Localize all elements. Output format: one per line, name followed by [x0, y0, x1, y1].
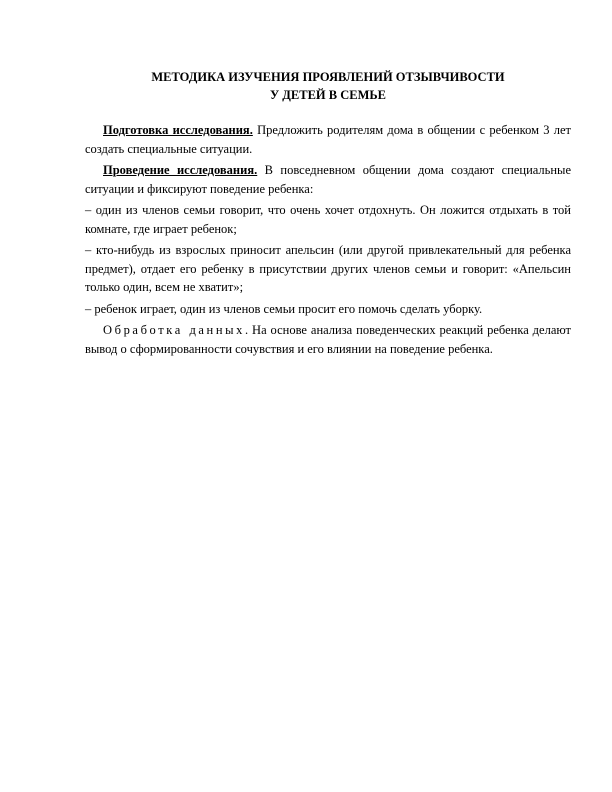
- conduct-paragraph: [85, 161, 571, 198]
- preparation-text: Предложить родителям дома в общении с ребенком 3 лет создать специальные ситуации.: [85, 123, 571, 156]
- preparation-label: Подготовка исследования.: [103, 123, 253, 137]
- preparation-paragraph: [85, 121, 571, 158]
- title-line-2: У ДЕТЕЙ В СЕМЬЕ: [270, 88, 386, 102]
- processing-label: Обработка данных: [103, 323, 245, 337]
- situation-item: – один из членов семьи говорит, что очень хочет отдохнуть. Он ложится отдыхать в той комнате, где играет ребенок;: [85, 203, 571, 236]
- document-title: [85, 68, 571, 104]
- conduct-text: В повседневном общении дома создают специальные ситуации и фиксируют поведение ребенка:: [85, 163, 571, 196]
- situation-item: – кто-нибудь из взрослых приносит апельсин (или другой привлекательный для ребенка предмет), отдает его ребенку в присутствии других членов семьи и говорит: «Апельсин только один, всем не хватит»;: [85, 243, 571, 294]
- processing-paragraph: [85, 321, 571, 358]
- situation-item: – ребенок играет, один из членов семьи просит его помочь сделать уборку.: [85, 301, 483, 316]
- title-line-1: МЕТОДИКА ИЗУЧЕНИЯ ПРОЯВЛЕНИЙ ОТЗЫВЧИВОСТИ: [151, 70, 505, 84]
- conduct-label: Проведение исследования.: [103, 163, 258, 177]
- processing-text: . На основе анализа поведенческих реакций ребенка делают вывод о сформированности сочувствия и его влиянии на поведение ребенка.: [85, 323, 572, 356]
- document-body: [85, 68, 571, 361]
